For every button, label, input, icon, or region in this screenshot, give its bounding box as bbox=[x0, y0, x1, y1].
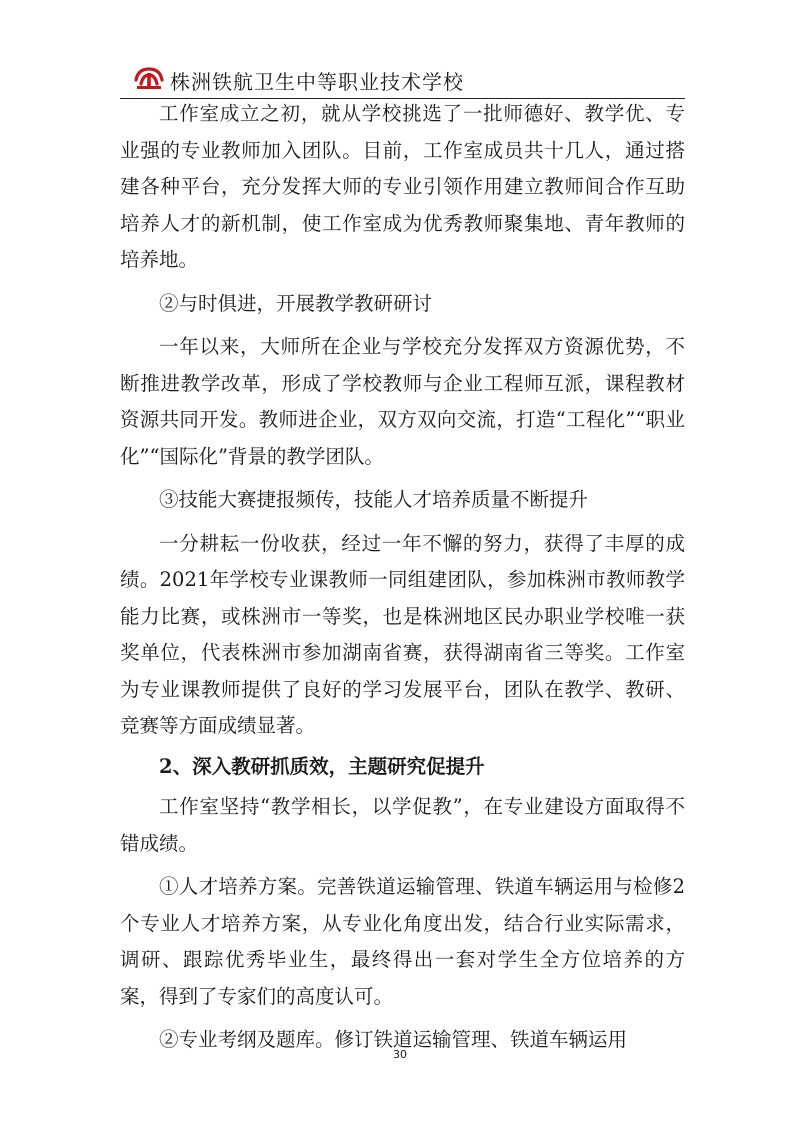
paragraph-exam-outline: ②专业考纲及题库。修订铁道运输管理、铁道车辆运用 bbox=[159, 1028, 628, 1051]
paragraph-training-plan: ①人才培养方案。完善铁道运输管理、铁道车辆运用与检修2个专业人才培养方案，从专业化角度出发，结合行业实际需求，调研、跟踪优秀毕业生，最终得出一套对学生全方位培养的方案，得到了专家们的高度认可。 bbox=[120, 875, 685, 1008]
school-logo-icon bbox=[132, 64, 166, 90]
paragraph-workshop-principle: 工作室坚持“教学相长，以学促教”，在专业建设方面取得不错成绩。 bbox=[120, 795, 685, 855]
paragraph-team-formation: 工作室成立之初，就从学校挑选了一批师德好、教学优、专业强的专业教师加入团队。目前，工作室成员共十几人，通过搭建各种平台，充分发挥大师的专业引领作用建立教师间合作互助培养人才的新机制，使工作室成为优秀教师聚集地、青年教师的培养地。 bbox=[120, 102, 685, 271]
page-number: 30 bbox=[393, 1048, 407, 1061]
subheading-teaching-research: ②与时俱进，开展教学教研研讨 bbox=[159, 291, 433, 315]
subheading-skills-competition: ③技能大赛捷报频传，技能人才培养质量不断提升 bbox=[159, 488, 589, 511]
document-body bbox=[120, 96, 685, 1059]
paragraph-competition-results: 一分耕耘一份收获，经过一年不懈的努力，获得了丰厚的成绩。2021年学校专业课教师一同组建团队，参加株洲市教师教学能力比赛，或株洲市一等奖，也是株洲地区民办职业学校唯一获奖单位，代表株洲市参加湖南省赛，获得湖南省三等奖。工作室为专业课教师提供了良好的学习发展平台，团队在教学、教研、竞赛等方面成绩显著。 bbox=[120, 531, 685, 737]
school-name: 株洲铁航卫生中等职业技术学校 bbox=[170, 70, 464, 94]
page-header bbox=[120, 62, 685, 96]
paragraph-teaching-reform: 一年以来，大师所在企业与学校充分发挥双方资源优势，不断推进教学改革，形成了学校教师与企业工程师互派，课程教材资源共同开发。教师进企业，双方双向交流，打造“工程化”“职业化”“国际化”背景的教学团队。 bbox=[120, 335, 685, 468]
section-heading-research: 2、深入教研抓质效，主题研究促提升 bbox=[159, 754, 485, 778]
